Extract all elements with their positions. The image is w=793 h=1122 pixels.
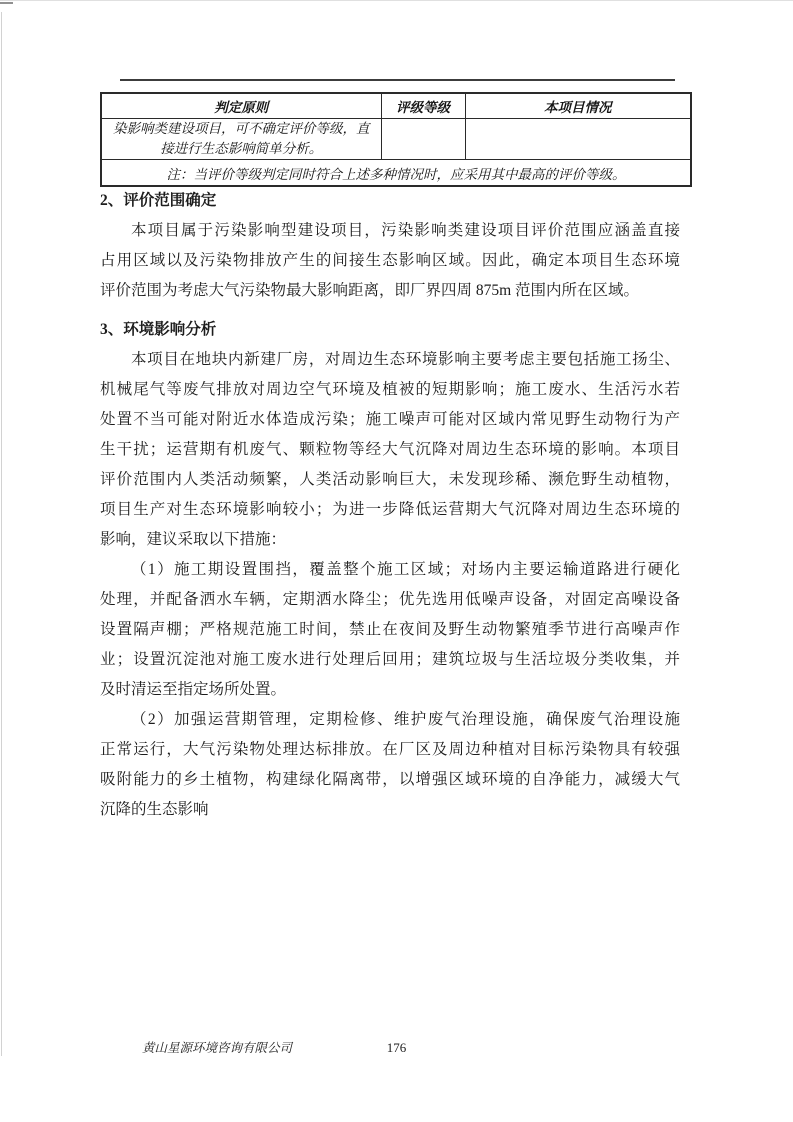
col-header-project: 本项目情况 (465, 93, 691, 119)
text-line: 评价范围内人类活动频繁，人类活动影响巨大，未发现珍稀、濒危野生动植物， (100, 471, 680, 488)
text-line: 项目生产对生态环境影响较小；为进一步降低运营期大气沉降对周边生态环境的 (100, 501, 680, 518)
scan-top-left-mark (0, 2, 13, 4)
cell-project-status (465, 119, 691, 160)
table-note: 注：当评价等级判定同时符合上述多种情况时，应采用其中最高的评价等级。 (101, 160, 691, 187)
text-line: 生干扰；运营期有机废气、颗粒物等经大气沉降对周边生态环境的影响。本项目 (100, 441, 680, 458)
col-header-grade: 评级等级 (381, 93, 465, 119)
text-line: 处理，并配备洒水车辆，定期洒水降尘；优先选用低噪声设备，对固定高噪设备 (100, 591, 680, 608)
section-2-paragraph (100, 216, 680, 306)
text-line: 沉降的生态影响 (100, 801, 209, 818)
cell-principle-line1: 染影响类建设项目，可不确定评价等级，直 (113, 121, 370, 136)
text-line: （2）加强运营期管理，定期检修、维护废气治理设施，确保废气治理设施 (131, 711, 680, 728)
text-line: （1）施工期设置围挡，覆盖整个施工区域；对场内主要运输道路进行硬化 (131, 561, 680, 578)
section-2-heading: 2、评价范围确定 (100, 192, 217, 209)
text-line: 影响，建议采取以下措施： (100, 531, 287, 548)
table-header-row (101, 93, 691, 119)
document-body (100, 186, 680, 825)
text-line: 业；设置沉淀池对施工废水进行处理后回用；建筑垃圾与生活垃圾分类收集，并 (100, 651, 680, 668)
col-header-principle: 判定原则 (101, 93, 381, 119)
text-line: 本项目在地块内新建厂房，对周边生态环境影响主要考虑主要包括施工扬尘、 (131, 351, 680, 368)
table-note-row (101, 160, 691, 187)
scan-left-edge-line (1, 12, 2, 1056)
text-line: 评价范围为考虑大气污染物最大影响距离，即厂界四周 875m 范围内所在区域。 (100, 282, 640, 299)
section-3-heading: 3、环境影响分析 (100, 321, 217, 338)
cell-principle (101, 119, 381, 160)
section-3-paragraph-3 (100, 705, 680, 825)
text-line: 正常运行，大气污染物处理达标排放。在厂区及周边种植对目标污染物具有较强 (100, 741, 680, 758)
section-3-paragraph-2 (100, 555, 680, 705)
text-line: 吸附能力的乡土植物，构建绿化隔离带，以增强区域环境的自净能力，减缓大气 (100, 771, 680, 788)
page-header-rule (120, 79, 675, 81)
text-line: 本项目属于污染影响型建设项目，污染影响类建设项目评价范围应涵盖直接 (131, 222, 680, 239)
footer-page-number: 176 (386, 1040, 407, 1055)
evaluation-grade-table (100, 92, 692, 187)
text-line: 机械尾气等废气排放对周边空气环境及植被的短期影响；施工废水、生活污水若 (100, 381, 680, 398)
cell-grade (381, 119, 465, 160)
text-line: 占用区域以及污染物排放产生的间接生态影响区域。因此，确定本项目生态环境 (100, 252, 680, 269)
text-line: 设置隔声棚；严格规范施工时间，禁止在夜间及野生动物繁殖季节进行高噪声作 (100, 621, 680, 638)
text-line: 处置不当可能对附近水体造成污染；施工噪声可能对区域内常见野生动物行为产 (100, 411, 680, 428)
footer-company-name: 黄山星源环境咨询有限公司 (142, 1041, 293, 1055)
text-line: 及时清运至指定场所处置。 (100, 681, 287, 698)
table-row (101, 119, 691, 160)
section-3-paragraph-1 (100, 345, 680, 555)
cell-principle-line2: 接进行生态影响简单分析。 (160, 141, 323, 156)
scan-top-edge-line (0, 0, 793, 1)
